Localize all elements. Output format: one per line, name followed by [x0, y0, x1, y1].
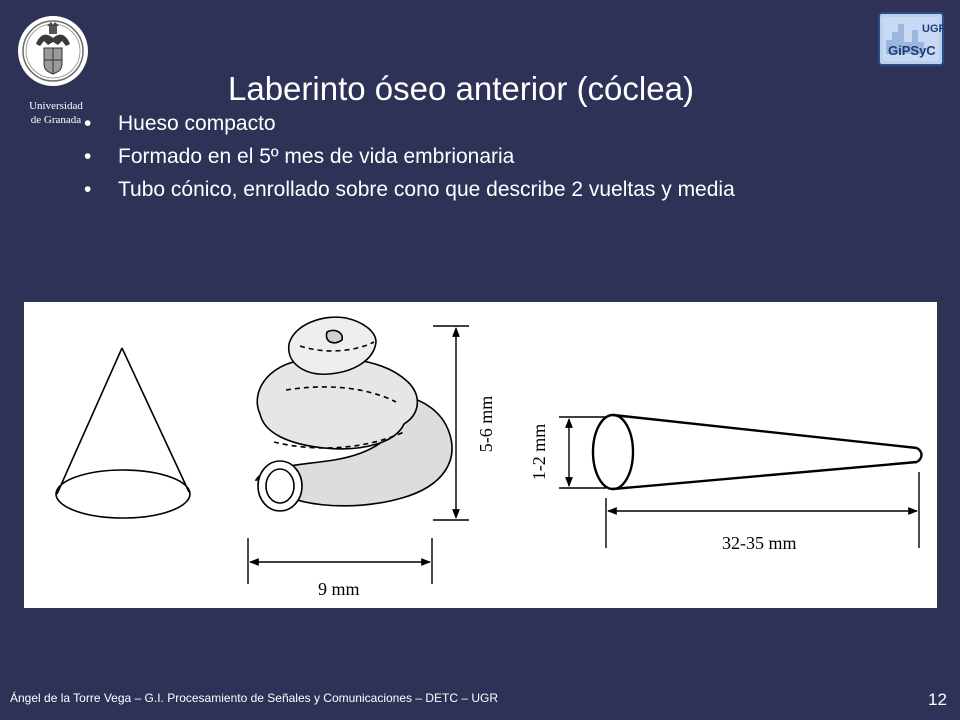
cochlea-diagram: [24, 302, 937, 608]
cone-illustration: [56, 348, 190, 518]
page-number: 12: [928, 690, 947, 709]
bullet-glyph: •: [84, 145, 92, 168]
length-label: 32-35 mm: [722, 533, 797, 553]
diameter-label: 1-2 mm: [529, 423, 549, 481]
coiled-tube-illustration: [256, 317, 452, 511]
width-label: 9 mm: [318, 579, 360, 599]
university-name-line1: Universidad: [29, 100, 83, 112]
slide-title: Laberinto óseo anterior (cóclea): [228, 70, 694, 107]
cochlea-diagram-panel: [24, 302, 937, 608]
width-dimension: [248, 538, 432, 584]
bullet-glyph: •: [84, 178, 92, 201]
bullet-text: Formado en el 5º mes de vida embrionaria: [118, 145, 515, 168]
unrolled-tube-illustration: [593, 415, 922, 489]
bullet-item: [84, 144, 844, 169]
height-label: 5-6 mm: [476, 395, 496, 453]
university-name-line2: de Granada: [30, 114, 82, 126]
bullet-text: Hueso compacto: [118, 112, 276, 135]
bullet-glyph: •: [84, 112, 92, 135]
gipsyc-group-logo: [878, 12, 947, 66]
gipsyc-logo-top-text: UGR: [922, 23, 947, 35]
university-seal-logo: [16, 14, 90, 92]
bullet-item: [84, 177, 844, 202]
gipsyc-logo-bottom-text: GiPSyC: [888, 43, 936, 58]
bullet-list: [84, 111, 844, 210]
footer-credit: Ángel de la Torre Vega – G.I. Procesamiento de Señales y Comunicaciones – DETC – UGR: [10, 691, 499, 705]
bullet-text: Tubo cónico, enrollado sobre cono que describe 2 vueltas y media: [118, 178, 735, 201]
bullet-item: [84, 111, 844, 136]
